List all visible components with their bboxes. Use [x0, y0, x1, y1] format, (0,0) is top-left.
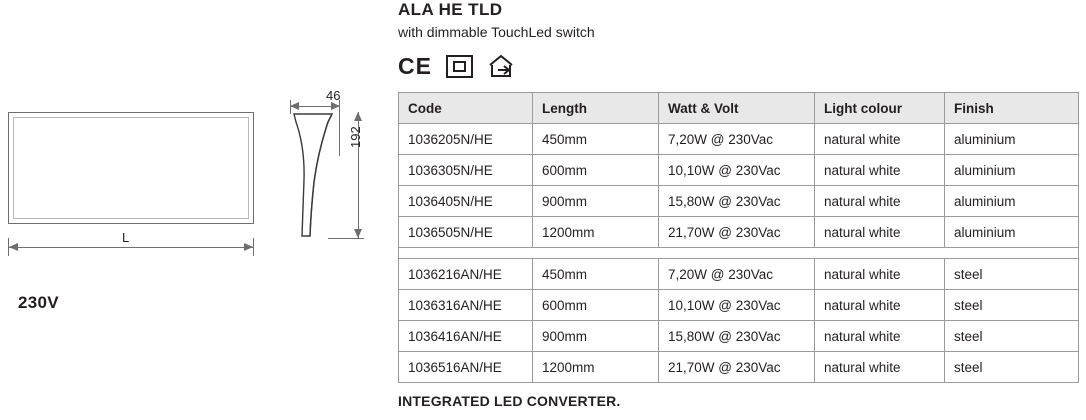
cell-code: 1036405N/HE [399, 186, 533, 217]
cell-light-colour: natural white [815, 352, 945, 383]
cell-code: 1036216AN/HE [399, 259, 533, 290]
product-info-panel [398, 0, 1078, 420]
page-title: ALA HE TLD [398, 0, 503, 19]
table-row [399, 259, 1079, 290]
table-group-separator-row [399, 248, 1079, 259]
front-view-drawing [8, 112, 254, 224]
table-row [399, 290, 1079, 321]
cell-length: 450mm [533, 259, 659, 290]
cell-length: 600mm [533, 155, 659, 186]
section-height-arrow-bottom [354, 229, 362, 238]
cell-length: 1200mm [533, 352, 659, 383]
voltage-label: 230V [18, 293, 59, 312]
table-row [399, 352, 1079, 383]
product-specification-table [398, 92, 1079, 383]
table-row [399, 321, 1079, 352]
table-header-row [399, 93, 1079, 124]
cell-watt-volt: 10,10W @ 230Vac [659, 290, 815, 321]
cell-length: 900mm [533, 321, 659, 352]
cell-light-colour: natural white [815, 290, 945, 321]
table-row [399, 155, 1079, 186]
section-height-tick-bottom [328, 238, 364, 239]
column-header-finish: Finish [945, 93, 1079, 124]
cell-finish: steel [945, 259, 1079, 290]
cell-watt-volt: 21,70W @ 230Vac [659, 352, 815, 383]
front-view-inner-frame [13, 117, 249, 219]
profile-cross-section-icon [288, 112, 342, 238]
cell-length: 450mm [533, 124, 659, 155]
length-dimension-arrow-right [244, 243, 253, 251]
table-row [399, 217, 1079, 248]
cell-watt-volt: 7,20W @ 230Vac [659, 124, 815, 155]
cell-watt-volt: 10,10W @ 230Vac [659, 155, 815, 186]
product-drawing-panel [0, 0, 390, 420]
cell-light-colour: natural white [815, 217, 945, 248]
column-header-code: Code [399, 93, 533, 124]
product-subtitle: with dimmable TouchLed switch [398, 24, 595, 40]
column-header-watt-volt: Watt & Volt [659, 93, 815, 124]
certification-icon-row [398, 50, 517, 82]
class-2-insulation-icon [446, 55, 473, 78]
cell-watt-volt: 21,70W @ 230Vac [659, 217, 815, 248]
cell-finish: steel [945, 290, 1079, 321]
cell-light-colour: natural white [815, 321, 945, 352]
indoor-use-icon [487, 53, 517, 79]
ce-mark-icon: CE [398, 52, 432, 79]
cell-light-colour: natural white [815, 124, 945, 155]
cell-watt-volt: 15,80W @ 230Vac [659, 186, 815, 217]
cell-code: 1036305N/HE [399, 155, 533, 186]
converter-note: INTEGRATED LED CONVERTER. [398, 393, 621, 409]
cell-code: 1036505N/HE [399, 217, 533, 248]
cell-finish: steel [945, 352, 1079, 383]
cell-watt-volt: 15,80W @ 230Vac [659, 321, 815, 352]
cell-finish: aluminium [945, 124, 1079, 155]
column-header-length: Length [533, 93, 659, 124]
length-dimension-tick-right [253, 238, 254, 256]
cell-light-colour: natural white [815, 259, 945, 290]
cell-finish: aluminium [945, 155, 1079, 186]
cell-length: 1200mm [533, 217, 659, 248]
section-width-label: 46 [326, 88, 341, 103]
cell-code: 1036316AN/HE [399, 290, 533, 321]
cell-light-colour: natural white [815, 186, 945, 217]
table-group-separator-cell [399, 248, 1079, 259]
cell-light-colour: natural white [815, 155, 945, 186]
cell-code: 1036205N/HE [399, 124, 533, 155]
table-row [399, 186, 1079, 217]
cell-length: 900mm [533, 186, 659, 217]
section-height-label: 192 [348, 126, 363, 148]
cell-finish: steel [945, 321, 1079, 352]
cell-finish: aluminium [945, 186, 1079, 217]
column-header-light-colour: Light colour [815, 93, 945, 124]
cell-finish: aluminium [945, 217, 1079, 248]
table-row [399, 124, 1079, 155]
section-view-drawing [278, 86, 384, 246]
cell-code: 1036416AN/HE [399, 321, 533, 352]
cell-length: 600mm [533, 290, 659, 321]
section-width-arrow-left [290, 102, 299, 110]
length-dimension-line [8, 247, 254, 248]
cell-code: 1036516AN/HE [399, 352, 533, 383]
length-dimension-arrow-left [9, 243, 18, 251]
section-height-arrow-top [354, 112, 362, 121]
length-dimension-label: L [118, 230, 133, 245]
cell-watt-volt: 7,20W @ 230Vac [659, 259, 815, 290]
